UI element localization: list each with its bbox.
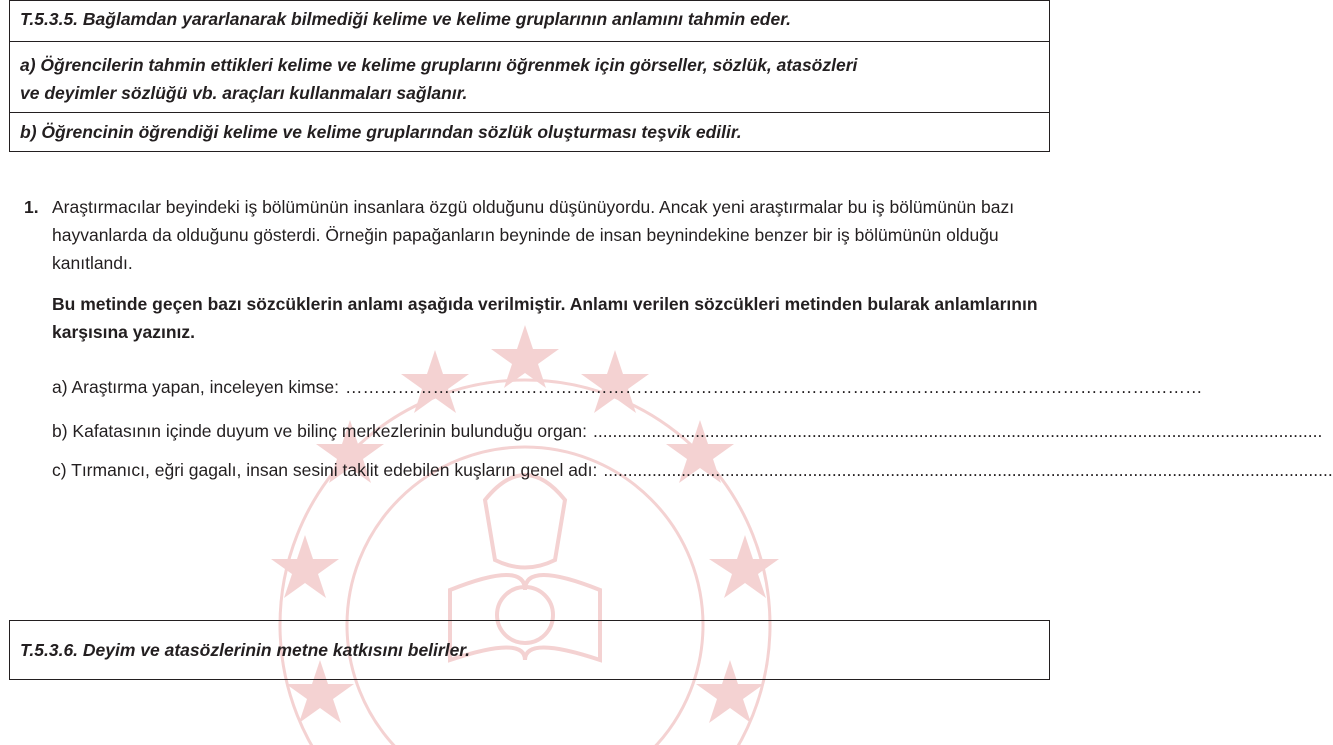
answer-blank[interactable]: ………………………………………………………………………………………………………………………………… [344,377,1203,397]
definition-label: c) Tırmanıcı, eğri gagalı, insan sesini taklit edebilen kuşların genel adı: [52,460,598,480]
objective-item-a-line1: a) Öğrencilerin tahmin ettikleri kelime ve kelime gruplarını öğrenmek için görseller, sözlük, atasözleri [20,55,858,75]
objective-item-b: b) Öğrencinin öğrendiği kelime ve kelime gruplarından sözlük oluşturması teşvik edilir. [20,122,742,142]
question-instruction: Bu metinde geçen bazı sözcüklerin anlamı aşağıda verilmiştir. Anlamı verilen sözcükleri metinden bularak anlamlarının karşısına yazınız. [52,294,1038,342]
definition-label: b) Kafatasının içinde duyum ve bilinç merkezlerinin bulunduğu organ: [52,421,588,441]
learning-objective-box-t536 [9,620,1050,680]
objective-item-a-line2: ve deyimler sözlüğü vb. araçları kullanmaları sağlanır. [20,83,468,103]
question-passage: Araştırmacılar beyindeki iş bölümünün insanlara özgü olduğunu düşünüyordu. Ancak yeni araştırmalar bu iş bölümünün bazı hayvanlarda da olduğunu gösterdi. Örneğin papağanların beyninde de insan beynindekine benzer bir iş bölümünün olduğu kanıtlandı. [52,197,1015,273]
objective-divider [10,112,1049,113]
definition-item-a [52,373,1203,401]
definition-label: a) Araştırma yapan, inceleyen kimse: [52,377,339,397]
learning-objective-box-t535 [9,0,1050,152]
answer-blank[interactable]: ...................................................................................................................................................... [593,421,1323,441]
objective-code-line: T.5.3.5. Bağlamdan yararlanarak bilmediği kelime ve kelime gruplarının anlamını tahmin eder. [20,9,791,29]
definition-item-b [52,417,1323,445]
objective-divider [10,41,1049,42]
objective-code-line: T.5.3.6. Deyim ve atasözlerinin metne katkısını belirler. [20,640,471,660]
definition-item-c [52,456,1333,484]
answer-blank[interactable]: ...................................................................................................................................................... [603,460,1333,480]
question-number: 1. [24,197,39,217]
